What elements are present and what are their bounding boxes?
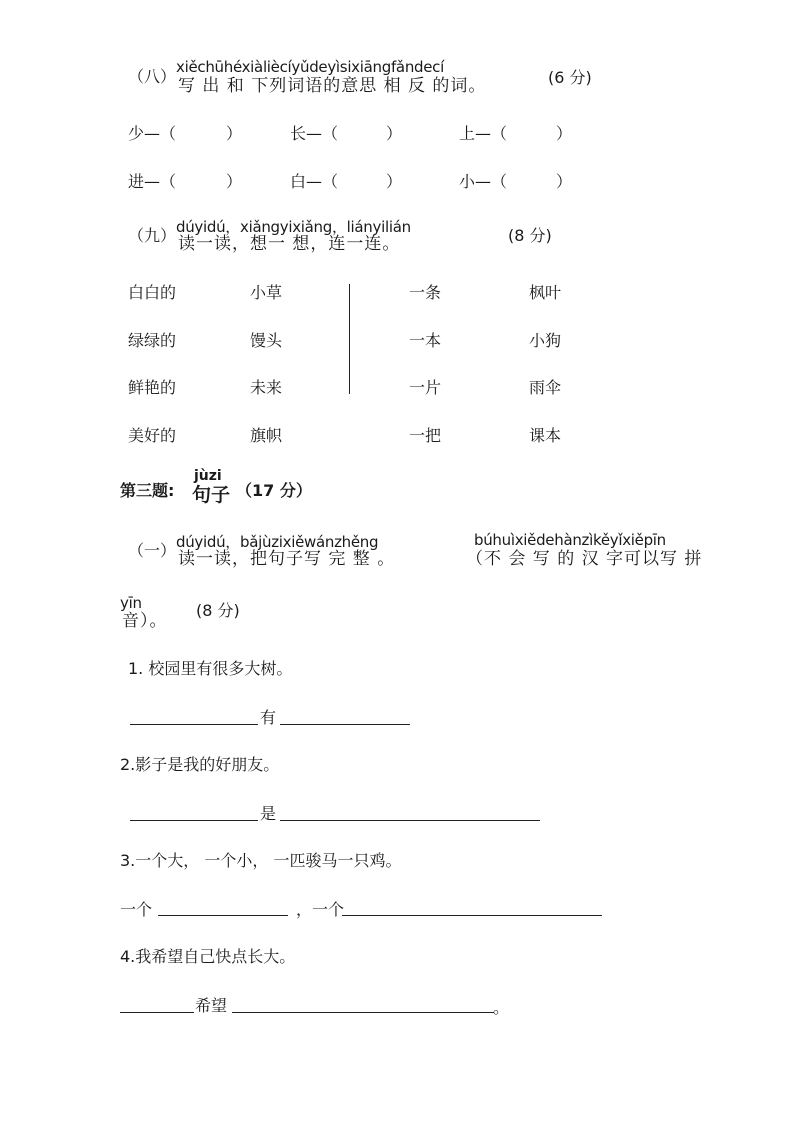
antonym-close: ） [386, 172, 403, 191]
sub-1-number: （一） [128, 541, 177, 560]
match-col3-item: 一条 [409, 283, 442, 302]
answer-blank[interactable] [342, 915, 602, 916]
antonym-close: ） [556, 124, 573, 143]
match-col1-item: 鲜艳的 [128, 378, 177, 397]
sentence-3-connector: ，一个 [296, 900, 345, 919]
sentence-3-prefix: 一个 [120, 900, 153, 919]
match-col3-item: 一片 [409, 378, 442, 397]
part-3-label: 第三题: [120, 481, 175, 500]
answer-blank[interactable] [130, 820, 258, 821]
sentence-4-end: 。 [493, 998, 510, 1017]
answer-blank[interactable] [120, 1012, 194, 1013]
answer-blank[interactable] [232, 1012, 494, 1013]
match-col1-item: 绿绿的 [128, 331, 177, 350]
match-col1-item: 美好的 [128, 426, 177, 445]
match-col2-item: 未来 [250, 378, 283, 397]
antonym-item: 小—（ [459, 172, 508, 191]
section-8-score: (6 分) [548, 68, 592, 87]
section-9-number: （九） [128, 226, 177, 245]
sentence-2: 2.影子是我的好朋友。 [120, 755, 280, 774]
match-divider [349, 284, 350, 394]
match-col1-item: 白白的 [128, 283, 177, 302]
sentence-1-connector: 有 [260, 708, 277, 727]
answer-blank[interactable] [280, 724, 410, 725]
sub-1-score: (8 分) [196, 601, 240, 620]
sub-1-pinyin-1: dúyidú，bǎjùzixiěwánzhěng [176, 533, 379, 551]
antonym-item: 上—（ [459, 124, 508, 143]
sentence-4-connector: 希望 [195, 996, 228, 1015]
section-8-pinyin: xiěchūhéxiàliècíyǔdeyìsixiāngfǎndecí [176, 58, 444, 76]
match-col2-item: 馒头 [250, 331, 283, 350]
section-8-instruction: 写 出 和 下列词语的意思 相 反 的词。 [178, 76, 487, 96]
section-9-instruction: 读一读，想一 想，连一连。 [178, 234, 401, 254]
match-col2-item: 小草 [250, 283, 283, 302]
sub-1-instruction-1: 读一读，把句子写 完 整 。 [178, 549, 396, 569]
section-9-pinyin: dúyidú，xiǎngyixiǎng，liányilián [176, 218, 411, 236]
match-col2-item: 旗帜 [250, 426, 283, 445]
sentence-1: 1. 校园里有很多大树。 [128, 659, 293, 678]
part-3-title: 句子 [192, 484, 231, 506]
part-3-score: （17 分） [236, 481, 312, 500]
antonym-close: ） [556, 172, 573, 191]
match-col4-item: 雨伞 [529, 378, 562, 397]
part-3-pinyin: jùzi [194, 468, 222, 484]
sub-1-pinyin-3: yīn [120, 594, 142, 612]
section-8-number: （八） [128, 67, 177, 86]
antonym-close: ） [226, 124, 243, 143]
antonym-item: 少—（ [128, 124, 177, 143]
match-col4-item: 小狗 [529, 331, 562, 350]
antonym-close: ） [226, 172, 243, 191]
sentence-4: 4.我希望自己快点长大。 [120, 947, 296, 966]
sub-1-instruction-2: （不 会 写 的 汉 字可以写 拼 [466, 549, 703, 569]
antonym-close: ） [386, 124, 403, 143]
match-col4-item: 课本 [529, 426, 562, 445]
sentence-2-connector: 是 [260, 804, 277, 823]
match-col3-item: 一本 [409, 331, 442, 350]
answer-blank[interactable] [280, 820, 540, 821]
match-col3-item: 一把 [409, 426, 442, 445]
sub-1-instruction-3: 音）。 [122, 611, 168, 631]
sub-1-pinyin-2: búhuìxiědehànzìkěyǐxiěpīn [474, 531, 666, 549]
answer-blank[interactable] [130, 724, 258, 725]
antonym-item: 长—（ [290, 124, 339, 143]
match-col4-item: 枫叶 [529, 283, 562, 302]
sentence-3: 3.一个大， 一个小， 一匹骏马一只鸡。 [120, 851, 402, 870]
answer-blank[interactable] [158, 915, 288, 916]
section-9-score: (8 分) [508, 226, 552, 245]
antonym-item: 进—（ [128, 172, 177, 191]
antonym-item: 白—（ [290, 172, 339, 191]
